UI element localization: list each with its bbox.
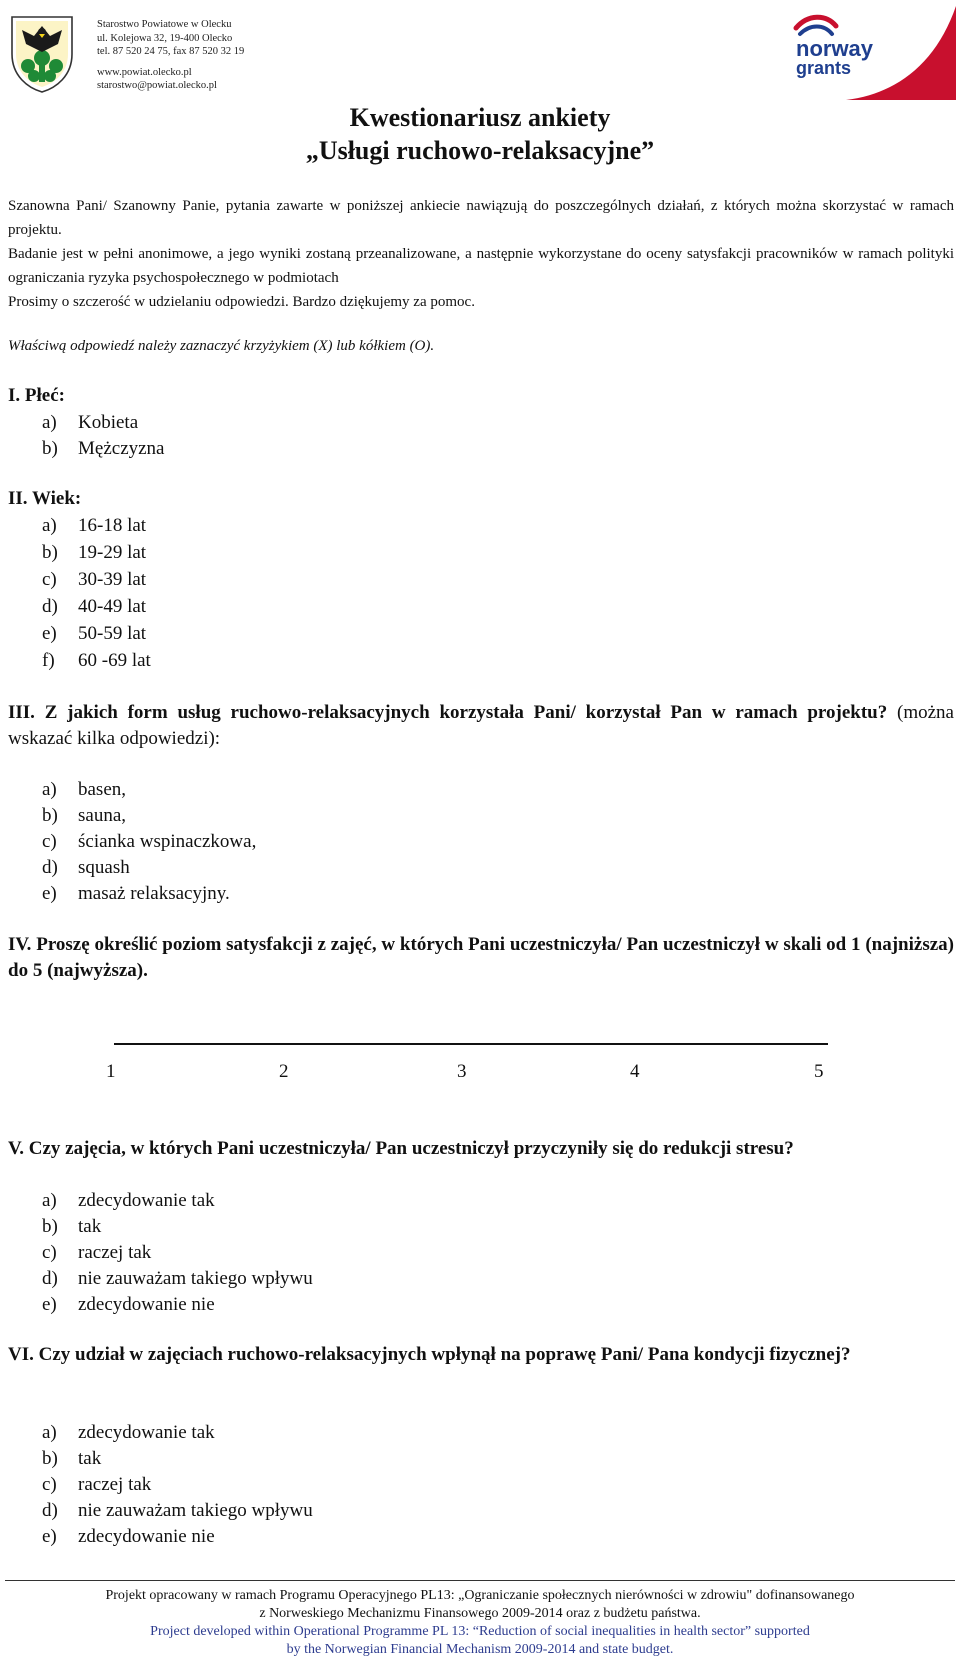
question-6-option[interactable]: d) nie zauważam takiego wpływu <box>42 1500 313 1521</box>
question-1-options <box>42 410 165 462</box>
question-2-option[interactable]: f) 60 -69 lat <box>42 650 151 671</box>
footer-en-line2: by the Norwegian Financial Mechanism 2009-2014 and state budget. <box>286 1642 674 1657</box>
question-6-title: VI. Czy udział w zajęciach ruchowo-relaksacyjnych wpłynął na poprawę Pani/ Pana kondycji fizycznej? <box>8 1344 851 1365</box>
question-6-option[interactable]: a) zdecydowanie tak <box>42 1422 215 1443</box>
question-5-options <box>42 1188 313 1318</box>
answer-instruction: Właściwą odpowiedź należy zaznaczyć krzyżykiem (X) lub kółkiem (O). <box>8 338 435 354</box>
question-1-title: I. Płeć: <box>8 385 65 406</box>
intro-paragraph-2: Badanie jest w pełni anonimowe, a jego wyniki zostaną przeanalizowane, a następnie wykorzystane do oceny satysfakcji pracowników w ramach polityki ograniczania ryzyka psychospołecznego w podmiotach <box>8 246 954 286</box>
question-3-text: III. Z jakich form usług ruchowo-relaksacyjnych korzystała Pani/ korzystał Pan w ramach projektu? <box>8 702 888 723</box>
institution-phone: tel. 87 520 24 75, fax 87 520 32 19 <box>97 46 245 57</box>
question-3-option[interactable]: c) ścianka wspinaczkowa, <box>42 831 257 852</box>
question-1-option[interactable]: a) Kobieta <box>42 412 139 433</box>
norway-grants-line2: grants <box>796 58 852 78</box>
question-5-title: V. Czy zajęcia, w których Pani uczestniczyła/ Pan uczestniczył przyczyniły się do redukcji stresu? <box>8 1138 794 1159</box>
institution-name: Starostwo Powiatowe w Olecku <box>97 19 232 30</box>
question-5-option[interactable]: a) zdecydowanie tak <box>42 1190 215 1211</box>
document-title-line1: Kwestionariusz ankiety <box>349 103 611 132</box>
question-2-title: II. Wiek: <box>8 488 82 509</box>
question-3-option[interactable]: e) masaż relaksacyjny. <box>42 883 230 904</box>
question-6-option[interactable]: b) tak <box>42 1448 102 1469</box>
institution-email-link[interactable]: starostwo@powiat.olecko.pl <box>97 80 217 91</box>
scale-option-3[interactable]: 3 <box>457 1061 467 1082</box>
footer-pl-line1: Projekt opracowany w ramach Programu Operacyjnego PL13: „Ograniczanie społecznych nierówności w zdrowiu" dofinansowanego <box>105 1588 855 1603</box>
question-2-option[interactable]: c) 30-39 lat <box>42 569 147 590</box>
question-3-options <box>42 777 256 907</box>
question-3-option[interactable]: d) squash <box>42 857 130 878</box>
question-6-option[interactable]: e) zdecydowanie nie <box>42 1526 215 1547</box>
scale-option-5[interactable]: 5 <box>814 1061 824 1082</box>
institution-website-link[interactable]: www.powiat.olecko.pl <box>97 66 192 78</box>
question-2-option[interactable]: d) 40-49 lat <box>42 596 147 617</box>
norway-grants-line1: norway <box>796 36 874 61</box>
question-2-option[interactable]: b) 19-29 lat <box>42 542 147 563</box>
question-2-option[interactable]: a) 16-18 lat <box>42 515 147 536</box>
satisfaction-scale-line <box>114 1043 828 1045</box>
question-5-option[interactable]: b) tak <box>42 1216 102 1237</box>
question-3-hint: (można wskazać kilka odpowiedzi): <box>8 702 954 749</box>
scale-option-2[interactable]: 2 <box>279 1061 289 1082</box>
question-3-option[interactable]: a) basen, <box>42 779 127 800</box>
institution-address: ul. Kolejowa 32, 19-400 Olecko <box>97 32 233 44</box>
norway-grants-logo <box>786 4 958 102</box>
institution-contact <box>97 18 244 93</box>
question-5-option[interactable]: e) zdecydowanie nie <box>42 1294 215 1315</box>
document-title-line2: „Usługi ruchowo-relaksacyjne” <box>305 136 655 165</box>
scale-option-4[interactable]: 4 <box>630 1061 640 1082</box>
footer-en-line1: Project developed within Operational Programme PL 13: “Reduction of social inequalities in health sector” supported <box>150 1624 810 1639</box>
footer-pl-line2: z Norweskiego Mechanizmu Finansowego 2009-2014 oraz z budżetu państwa. <box>259 1606 701 1621</box>
question-5-option[interactable]: c) raczej tak <box>42 1242 152 1263</box>
intro-text <box>8 194 954 314</box>
scale-option-1[interactable]: 1 <box>106 1061 116 1082</box>
question-4-title: IV. Proszę określić poziom satysfakcji z zajęć, w których Pani uczestniczyła/ Pan uczestniczył w skali od 1 (najniższa) do 5 (najwyższa). <box>8 934 954 981</box>
question-2-options <box>42 512 151 674</box>
question-3-option[interactable]: b) sauna, <box>42 805 127 826</box>
question-6-option[interactable]: c) raczej tak <box>42 1474 152 1495</box>
intro-paragraph-1: Szanowna Pani/ Szanowny Panie, pytania zawarte w poniższej ankiecie nawiązują do poszczególnych działań, z których można skorzystać w ramach projektu. <box>8 198 954 238</box>
footer-divider <box>5 1580 955 1581</box>
question-6-options <box>42 1420 313 1550</box>
question-2-option[interactable]: e) 50-59 lat <box>42 623 147 644</box>
question-5-option[interactable]: d) nie zauważam takiego wpływu <box>42 1268 313 1289</box>
question-1-option[interactable]: b) Mężczyzna <box>42 438 165 459</box>
intro-paragraph-3: Prosimy o szczerość w udzielaniu odpowiedzi. Bardzo dziękujemy za pomoc. <box>8 294 475 310</box>
question-3-title <box>8 700 954 752</box>
olecko-crest-logo <box>6 14 78 94</box>
